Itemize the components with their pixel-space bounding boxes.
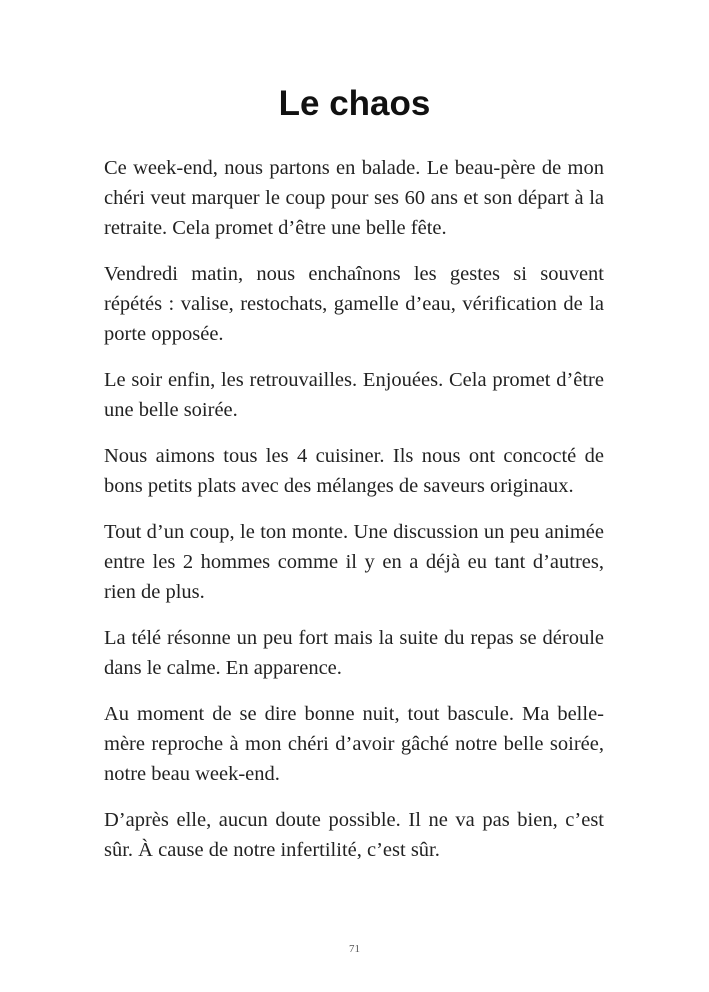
paragraph-4: Nous aimons tous les 4 cuisiner. Ils nous ont concocté de bons petits plats avec des mélanges de saveurs originaux.: [104, 445, 604, 497]
chapter-title: Le chaos: [278, 84, 431, 123]
paragraph-7: Au moment de se dire bonne nuit, tout bascule. Ma belle-mère reproche à mon chéri d’avoir gâché notre belle soirée, notre beau week-end.: [104, 703, 604, 785]
paragraph-8: D’après elle, aucun doute possible. Il ne va pas bien, c’est sûr. À cause de notre infertilité, c’est sûr.: [104, 809, 604, 861]
paragraph-2: Vendredi matin, nous enchaînons les gestes si souvent répétés : valise, restochats, gamelle d’eau, vérification de la porte opposée.: [104, 263, 604, 345]
paragraph-6: La télé résonne un peu fort mais la suite du repas se déroule dans le calme. En apparence.: [104, 627, 604, 679]
paragraph-1: Ce week-end, nous partons en balade. Le beau-père de mon chéri veut marquer le coup pour ses 60 ans et son départ à la retraite. Cela promet d’être une belle fête.: [104, 157, 604, 239]
chapter-body: [104, 153, 604, 881]
page-number: 71: [349, 943, 360, 955]
paragraph-3: Le soir enfin, les retrouvailles. Enjouées. Cela promet d’être une belle soirée.: [104, 369, 604, 421]
paragraph-5: Tout d’un coup, le ton monte. Une discussion un peu animée entre les 2 hommes comme il y en a déjà eu tant d’autres, rien de plus.: [104, 521, 604, 603]
